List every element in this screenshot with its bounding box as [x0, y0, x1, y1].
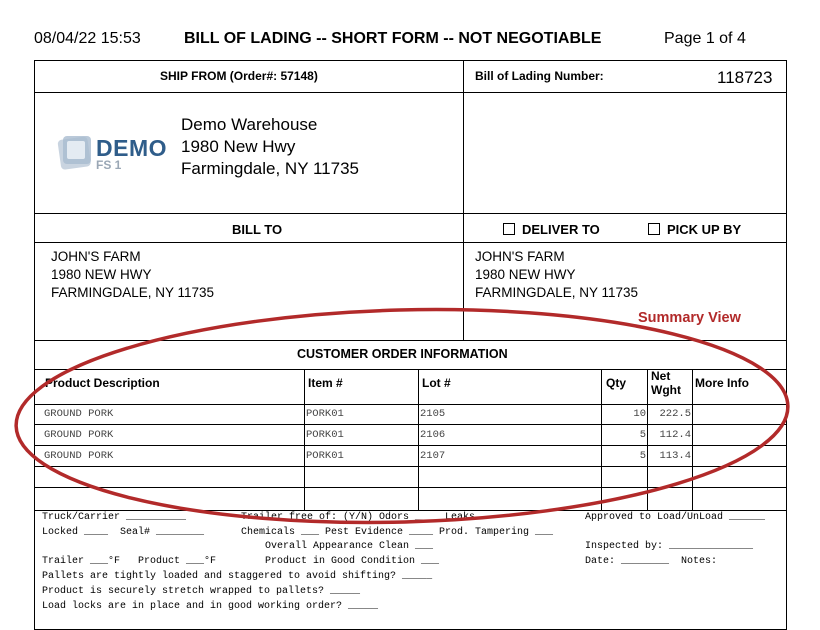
print-datetime: 08/04/22 15:53 [34, 30, 141, 47]
page-number: Page 1 of 4 [664, 30, 746, 47]
trailer-free-of-field: Trailer free of: (Y/N) Odors ____ Leaks [241, 512, 476, 523]
row-description: GROUND PORK [44, 408, 114, 420]
bill-to-address [51, 248, 214, 302]
bill-to-street: 1980 NEW HWY [51, 267, 152, 282]
pick-up-checkbox[interactable] [648, 223, 660, 235]
deliver-name: JOHN'S FARM [475, 249, 565, 264]
bill-to-name: JOHN'S FARM [51, 249, 141, 264]
inspected-by-field: Inspected by: ______________ [585, 541, 754, 552]
deliver-street: 1980 NEW HWY [475, 267, 576, 282]
col-header-net-line2: Wght [651, 383, 681, 397]
col-header-net-line1: Net [651, 369, 671, 383]
deliver-to-checkbox[interactable] [503, 223, 515, 235]
row-lot: 2107 [420, 450, 446, 462]
row-qty: 10 [633, 408, 646, 420]
deliver-address [475, 248, 638, 302]
row-lot: 2105 [420, 408, 446, 420]
logo-text: DEMO [96, 135, 167, 161]
bol-number: 118723 [717, 68, 773, 87]
col-header-more-info: More Info [695, 376, 749, 390]
ship-from-address [181, 114, 359, 180]
ship-from-street: 1980 New Hwy [181, 137, 296, 156]
col-header-qty: Qty [606, 376, 627, 390]
pick-up-label: PICK UP BY [667, 222, 742, 237]
divider [34, 242, 787, 243]
divider [34, 510, 787, 511]
deliver-to-option[interactable] [503, 222, 600, 237]
deliver-to-label: DELIVER TO [522, 222, 600, 237]
table-row-divider [34, 466, 787, 467]
table-col-divider [418, 369, 419, 510]
col-header-description: Product Description [45, 376, 160, 390]
product-condition-field: Product in Good Condition ___ [265, 556, 440, 567]
locked-seal-field: Locked ____ Seal# ________ [42, 527, 205, 538]
row-item: PORK01 [306, 408, 344, 420]
approved-load-field: Approved to Load/UnLoad ______ [585, 512, 766, 523]
ship-from-name: Demo Warehouse [181, 115, 318, 134]
divider [34, 213, 787, 214]
summary-view-annotation: Summary View [638, 310, 741, 326]
order-section-title: CUSTOMER ORDER INFORMATION [297, 347, 508, 361]
col-header-lot: Lot # [422, 376, 451, 390]
table-col-divider [304, 369, 305, 510]
ship-from-city: Farmingdale, NY 11735 [181, 159, 359, 178]
table-row-divider [34, 404, 787, 405]
row-qty: 5 [639, 429, 646, 441]
column-divider [463, 60, 464, 340]
document-title: BILL OF LADING -- SHORT FORM -- NOT NEGOTIABLE [184, 30, 602, 47]
table-row-divider [34, 445, 787, 446]
pick-up-option[interactable] [648, 222, 741, 237]
logo-subtext: FS 1 [96, 158, 122, 172]
row-item: PORK01 [306, 450, 344, 462]
row-net-weight: 113.4 [659, 450, 691, 462]
chemicals-pest-field: Chemicals ___ Pest Evidence ____ Prod. Tampering ___ [241, 527, 554, 538]
ship-from-label: SHIP FROM (Order#: 57148) [160, 69, 318, 83]
row-net-weight: 112.4 [659, 429, 691, 441]
bill-to-label: BILL TO [232, 222, 283, 237]
overall-appearance-field: Overall Appearance Clean ___ [265, 541, 434, 552]
table-row-divider [34, 487, 787, 488]
row-net-weight: 222.5 [659, 408, 691, 420]
divider [34, 340, 787, 341]
logo-icon [54, 130, 96, 172]
row-description: GROUND PORK [44, 450, 114, 462]
temperature-field: Trailer ___°F Product ___°F [42, 556, 217, 567]
col-header-net-weight [651, 369, 681, 397]
table-col-divider [692, 369, 693, 510]
col-header-item: Item # [308, 376, 343, 390]
row-item: PORK01 [306, 429, 344, 441]
bol-number-label: Bill of Lading Number: [475, 69, 604, 83]
pallets-loaded-question: Pallets are tightly loaded and staggered to avoid shifting? _____ [42, 571, 433, 582]
date-notes-field: Date: ________ Notes: [585, 556, 718, 567]
deliver-city: FARMINGDALE, NY 11735 [475, 285, 639, 300]
stretch-wrap-question: Product is securely stretch wrapped to pallets? _____ [42, 586, 361, 597]
truck-carrier-field: Truck/Carrier __________ [42, 512, 187, 523]
row-lot: 2106 [420, 429, 446, 441]
table-row-divider [34, 424, 787, 425]
divider [34, 92, 787, 93]
row-qty: 5 [639, 450, 646, 462]
bill-to-city: FARMINGDALE, NY 11735 [51, 285, 215, 300]
row-description: GROUND PORK [44, 429, 114, 441]
load-locks-question: Load locks are in place and in good working order? _____ [42, 601, 379, 612]
